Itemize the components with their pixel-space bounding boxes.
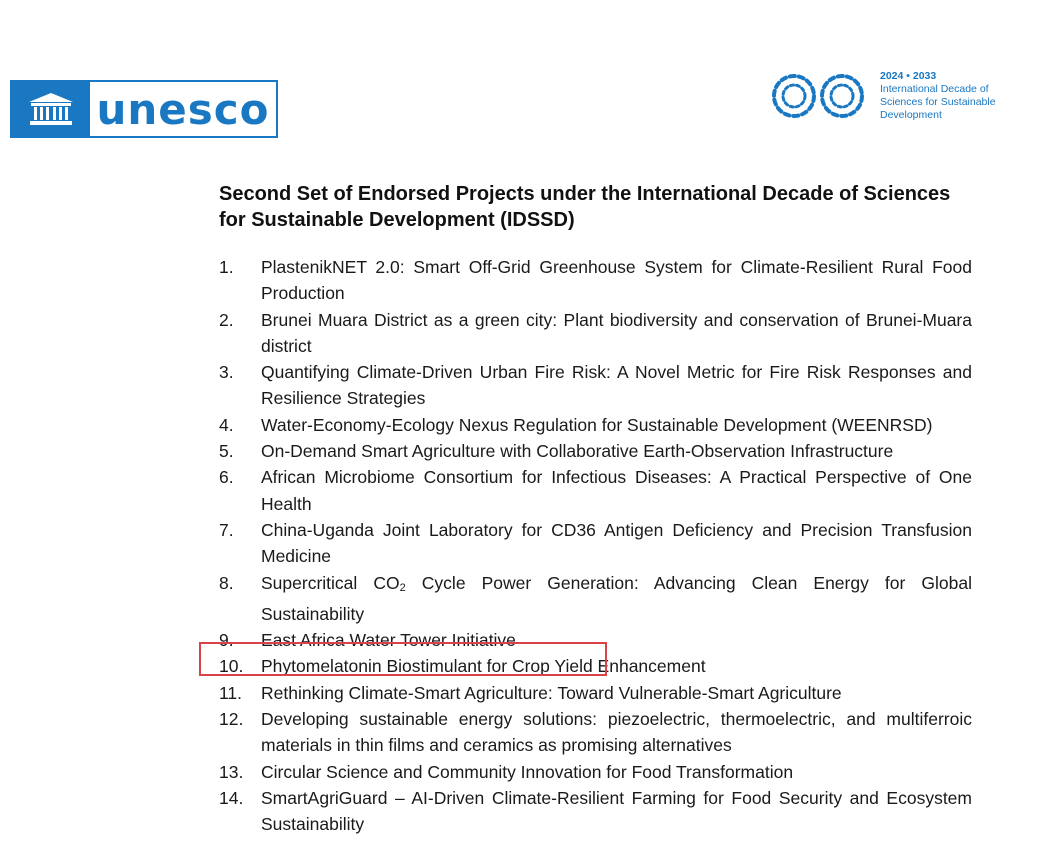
list-item — [219, 706, 972, 759]
decade-line-2: Sciences for Sustainable — [880, 96, 996, 108]
list-item — [219, 254, 972, 307]
unesco-logo — [10, 80, 278, 138]
item-number: 3. — [219, 362, 234, 383]
item-text — [261, 570, 972, 628]
document-title: Second Set of Endorsed Projects under the International Decade of Sciences for Sustainable Development (IDSSD) — [219, 183, 951, 231]
highlight-box — [199, 642, 607, 676]
item-number: 11. — [219, 682, 243, 703]
item-text: Brunei Muara District as a green city: Plant biodiversity and conservation of Brunei-Muara district — [261, 309, 972, 356]
list-item — [219, 359, 972, 412]
item-number: 7. — [219, 519, 234, 540]
item-number: 10. — [219, 656, 244, 677]
decade-line-3: Development — [880, 109, 942, 121]
decade-rings-icon — [766, 68, 870, 124]
list-item — [219, 570, 972, 628]
list-item — [219, 438, 972, 464]
temple-icon — [12, 82, 90, 136]
list-item — [219, 307, 972, 360]
item-number: 9. — [219, 630, 234, 651]
idssd-logo — [766, 68, 996, 124]
unesco-wordmark: unesco — [96, 84, 270, 134]
list-item — [219, 464, 972, 517]
list-item — [219, 412, 972, 438]
co2-subscript: 2 — [399, 581, 406, 594]
item-text: SmartAgriGuard – AI-Driven Climate-Resilient Farming for Food Security and Ecosystem Sustainability — [261, 787, 972, 835]
list-item — [219, 517, 972, 570]
item-number: 1. — [219, 257, 234, 277]
item-text: Rethinking Climate-Smart Agriculture: Toward Vulnerable-Smart Agriculture — [261, 682, 842, 703]
item-number: 13. — [219, 761, 244, 782]
item-text: Phytomelatonin Biostimulant for Crop Yield Enhancement — [261, 656, 706, 677]
item-text: East Africa Water Tower Initiative — [261, 630, 516, 651]
item-number: 8. — [219, 572, 234, 593]
item-number: 5. — [219, 441, 234, 462]
item-text: Water-Economy-Ecology Nexus Regulation for Sustainable Development (WEENRSD) — [261, 414, 933, 435]
item-text: African Microbiome Consortium for Infectious Diseases: A Practical Perspective of One Health — [261, 467, 972, 514]
item-number: 6. — [219, 467, 234, 488]
list-item — [219, 785, 972, 838]
item-text: Circular Science and Community Innovation for Food Transformation — [261, 761, 794, 782]
item-number: 4. — [219, 414, 234, 435]
decade-logo-text — [880, 70, 996, 122]
item-text: Quantifying Climate-Driven Urban Fire Risk: A Novel Metric for Fire Risk Responses and Resilience Strategies — [261, 362, 972, 409]
decade-line-1: International Decade of — [880, 83, 989, 95]
item-text: On-Demand Smart Agriculture with Collaborative Earth-Observation Infrastructure — [261, 441, 894, 462]
item-number: 12. — [219, 709, 244, 730]
item-text: China-Uganda Joint Laboratory for CD36 Antigen Deficiency and Precision Transfusion Medicine — [261, 519, 972, 567]
item-text-after: Cycle Power Generation: Advancing Clean Energy for Global Sustainability — [261, 572, 972, 624]
list-item — [219, 759, 972, 785]
project-list — [219, 254, 972, 838]
item-text: Developing sustainable energy solutions: piezoelectric, thermoelectric, and multiferroic materials in thin films and ceramics as promising alternatives — [261, 709, 972, 756]
list-item — [219, 680, 972, 706]
item-text-before: Supercritical CO — [261, 572, 400, 593]
item-number: 2. — [219, 309, 234, 330]
item-number: 14. — [219, 787, 244, 808]
item-text: PlastenikNET 2.0: Smart Off-Grid Greenhouse System for Climate-Resilient Rural Food Production — [261, 257, 972, 304]
decade-years: 2024 • 2033 — [880, 70, 937, 82]
